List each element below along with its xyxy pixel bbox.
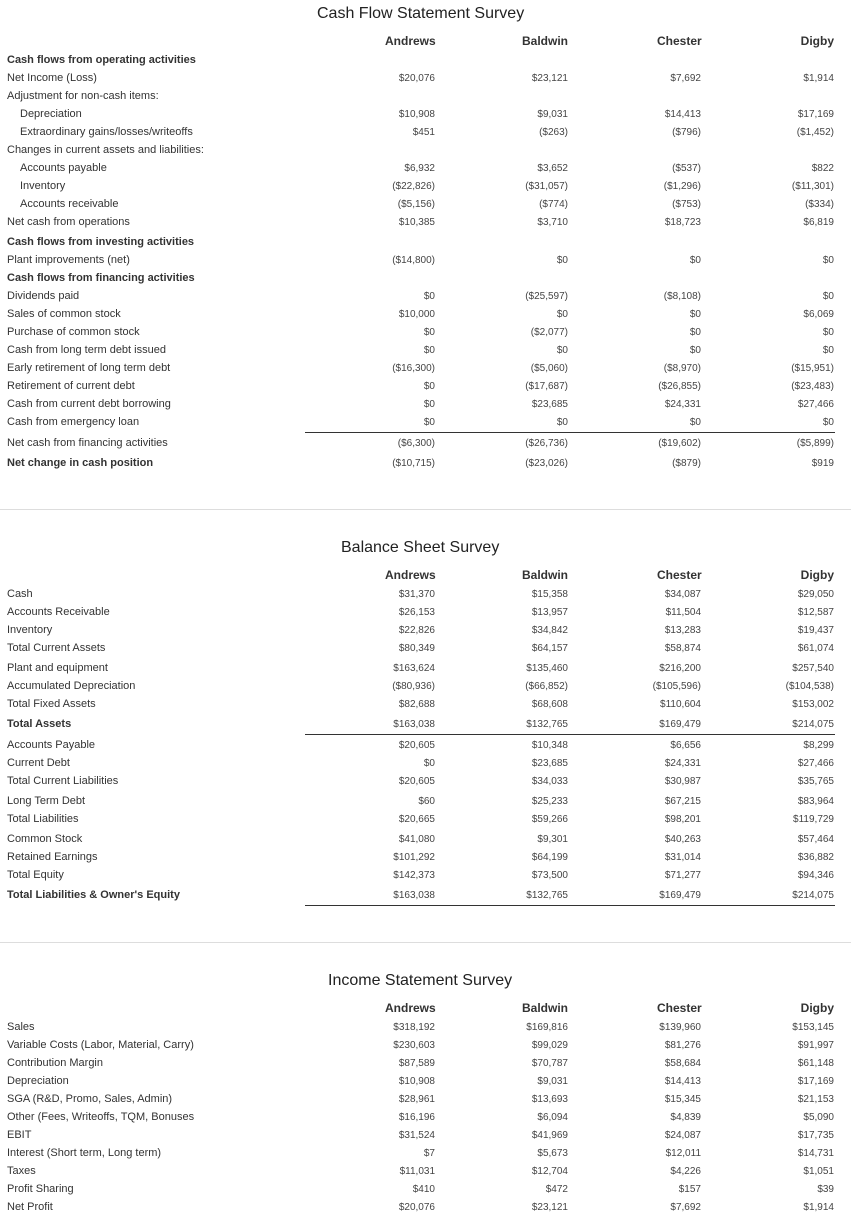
row-value-digby: $19,437 [797,625,834,636]
row-label: Long Term Debt [7,795,86,807]
row-value-andrews: $142,373 [393,870,435,881]
row-label: Contribution Margin [7,1057,103,1069]
row-value-digby: $94,346 [797,870,834,881]
row-value-andrews: $31,370 [398,589,435,600]
row-value-andrews: ($5,156) [397,199,435,210]
row-value-baldwin: ($17,687) [525,381,568,392]
row-value-baldwin: $13,693 [531,1094,568,1105]
row-value-chester: $13,283 [664,625,701,636]
row-value-andrews: ($10,715) [392,458,435,469]
row-value-digby: $822 [811,163,834,174]
row-value-digby: $0 [822,345,834,356]
row-value-digby: $1,914 [803,73,834,84]
row-value-andrews: $10,000 [398,309,435,320]
row-label: Other (Fees, Writeoffs, TQM, Bonuses [7,1111,195,1123]
row-value-andrews: ($22,826) [392,181,435,192]
row-value-baldwin: $34,842 [531,625,568,636]
row-label: Net Income (Loss) [7,72,97,84]
row-label: Sales [7,1021,35,1033]
row-value-chester: $30,987 [664,776,701,787]
row-value-andrews: $0 [423,417,435,428]
row-value-chester: $169,479 [659,890,701,901]
row-value-andrews: $26,153 [398,607,435,618]
row-label: Depreciation [7,1075,69,1087]
row-value-andrews: $230,603 [393,1040,435,1051]
row-value-chester: $81,276 [664,1040,701,1051]
row-value-baldwin: ($23,026) [525,458,568,469]
row-value-digby: $1,051 [803,1166,834,1177]
row-value-chester: $110,604 [660,699,701,710]
row-value-chester: $11,504 [665,607,701,618]
row-value-baldwin: ($5,060) [530,363,568,374]
section-divider [0,509,851,510]
row-value-andrews: $410 [412,1184,435,1195]
row-value-digby: $27,466 [797,399,834,410]
row-value-chester: $67,215 [664,796,701,807]
row-value-digby: $8,299 [803,740,834,751]
row-value-andrews: $451 [412,127,435,138]
row-value-digby: ($15,951) [791,363,834,374]
row-value-digby: $6,069 [803,309,834,320]
row-value-chester: $157 [678,1184,701,1195]
row-value-chester: $98,201 [664,814,701,825]
row-value-digby: ($11,301) [791,181,834,192]
row-value-chester: $14,413 [664,1076,701,1087]
row-label: Sales of common stock [7,308,121,320]
row-value-digby: $919 [811,458,834,469]
row-value-chester: $58,874 [664,643,701,654]
row-value-chester: ($105,596) [652,681,701,692]
row-value-baldwin: $0 [556,417,568,428]
row-value-baldwin: ($2,077) [530,327,568,338]
row-value-andrews: $0 [423,399,435,410]
row-label: Cash from emergency loan [7,416,140,428]
row-value-chester: $216,200 [659,663,701,674]
row-label: Variable Costs (Labor, Material, Carry) [7,1039,194,1051]
row-value-chester: $139,960 [659,1022,701,1033]
row-label: Profit Sharing [7,1183,74,1195]
row-value-baldwin: $5,673 [537,1148,568,1159]
row-value-andrews: $163,624 [393,663,435,674]
row-value-baldwin: $70,787 [531,1058,568,1069]
row-value-andrews: $16,196 [398,1112,435,1123]
row-label: Total Assets [7,718,72,730]
row-value-baldwin: $68,608 [531,699,568,710]
row-label: Current Debt [7,757,70,769]
row-value-baldwin: $23,685 [531,399,568,410]
row-value-digby: $257,540 [792,663,834,674]
row-value-chester: $7,692 [670,1202,701,1213]
row-value-chester: $4,839 [670,1112,701,1123]
row-value-andrews: $22,826 [398,625,435,636]
row-value-chester: $6,656 [670,740,701,751]
row-value-digby: $0 [822,291,834,302]
row-value-andrews: $0 [423,327,435,338]
row-label: EBIT [7,1129,32,1141]
row-value-baldwin: $135,460 [526,663,568,674]
row-value-digby: ($104,538) [785,681,834,692]
row-value-andrews: ($14,800) [392,255,435,266]
row-value-andrews: $20,665 [398,814,435,825]
row-label: Cash [7,588,33,600]
row-value-digby: $57,464 [797,834,834,845]
row-value-digby: $21,153 [797,1094,834,1105]
row-value-baldwin: ($26,736) [525,438,568,449]
row-value-chester: $15,345 [664,1094,701,1105]
row-value-digby: $61,148 [797,1058,834,1069]
row-value-chester: $24,331 [664,758,701,769]
row-value-andrews: $0 [423,291,435,302]
row-value-digby: ($23,483) [791,381,834,392]
row-value-baldwin: $132,765 [526,719,568,730]
row-label: Total Liabilities [7,813,79,825]
row-value-chester: $0 [689,255,701,266]
row-label: Interest (Short term, Long term) [7,1147,162,1159]
row-value-baldwin: $0 [556,255,568,266]
row-label: Plant improvements (net) [7,254,130,266]
row-label: Plant and equipment [7,662,108,674]
row-label: Purchase of common stock [7,326,140,338]
row-value-chester: $40,263 [664,834,701,845]
row-value-chester: $34,087 [664,589,701,600]
row-value-chester: $0 [689,327,701,338]
row-value-andrews: $82,688 [398,699,435,710]
row-label: Net cash from financing activities [7,437,168,449]
row-value-baldwin: ($25,597) [525,291,568,302]
row-value-chester: ($26,855) [658,381,701,392]
row-label: Accounts Receivable [7,606,110,618]
row-value-andrews: $11,031 [399,1166,435,1177]
row-value-chester: ($879) [672,458,701,469]
row-value-baldwin: $13,957 [531,607,568,618]
row-value-andrews: $28,961 [398,1094,435,1105]
row-value-baldwin: ($66,852) [525,681,568,692]
section-title: Cash Flow Statement Survey [317,5,525,22]
row-value-chester: ($8,970) [663,363,701,374]
row-label: Cash flows from investing activities [7,236,195,248]
row-value-baldwin: $169,816 [526,1022,568,1033]
row-value-andrews: $6,932 [404,163,435,174]
row-value-andrews: $101,292 [393,852,435,863]
column-header-digby: Digby [800,568,834,582]
column-header-andrews: Andrews [385,568,436,582]
row-value-baldwin: $99,029 [531,1040,568,1051]
row-value-digby: $91,997 [797,1040,834,1051]
row-value-digby: $119,729 [793,814,834,825]
row-value-digby: $17,735 [797,1130,834,1141]
row-value-digby: $17,169 [797,1076,834,1087]
row-value-baldwin: $9,031 [537,1076,568,1087]
row-value-digby: $0 [822,327,834,338]
row-value-andrews: ($6,300) [397,438,435,449]
row-value-digby: $153,002 [792,699,834,710]
row-value-chester: $18,723 [664,217,701,228]
row-value-andrews: $163,038 [393,890,435,901]
row-value-andrews: $20,605 [398,776,435,787]
row-value-digby: $36,882 [797,852,834,863]
row-value-digby: $214,075 [792,890,834,901]
row-value-chester: $169,479 [659,719,701,730]
row-value-baldwin: ($31,057) [525,181,568,192]
row-value-baldwin: $3,710 [537,217,568,228]
row-value-chester: $0 [689,345,701,356]
row-label: Extraordinary gains/losses/writeoffs [20,126,193,138]
total-rule [305,432,835,433]
column-header-andrews: Andrews [385,34,436,48]
row-label: Total Current Liabilities [7,775,119,787]
row-value-digby: $14,731 [797,1148,834,1159]
row-label: Inventory [20,180,66,192]
row-value-andrews: $80,349 [398,643,435,654]
row-value-baldwin: $0 [556,345,568,356]
row-value-digby: $17,169 [797,109,834,120]
row-value-chester: ($8,108) [663,291,701,302]
row-label: Net cash from operations [7,216,130,228]
row-label: Cash from long term debt issued [7,344,166,356]
row-value-baldwin: $9,301 [537,834,568,845]
row-label: Net Profit [7,1201,53,1213]
row-value-digby: $6,819 [803,217,834,228]
row-value-baldwin: $23,685 [531,758,568,769]
row-value-andrews: $87,589 [398,1058,435,1069]
row-value-andrews: $163,038 [393,719,435,730]
row-label: Total Equity [7,869,64,881]
row-value-baldwin: $3,652 [537,163,568,174]
column-header-digby: Digby [800,1001,834,1015]
row-value-andrews: $20,076 [398,73,435,84]
row-value-baldwin: $64,199 [531,852,568,863]
row-value-baldwin: $9,031 [537,109,568,120]
row-value-digby: $5,090 [803,1112,834,1123]
row-label: Cash from current debt borrowing [7,398,171,410]
row-value-chester: $12,011 [665,1148,701,1159]
row-value-baldwin: $12,704 [531,1166,568,1177]
row-value-digby: ($334) [805,199,834,210]
row-value-chester: ($19,602) [658,438,701,449]
row-value-chester: $0 [689,309,701,320]
row-value-chester: $0 [689,417,701,428]
column-header-chester: Chester [657,34,702,48]
row-value-baldwin: ($263) [539,127,568,138]
row-label: Retirement of current debt [7,380,135,392]
row-label: Accounts Payable [7,739,96,751]
row-value-digby: $1,914 [803,1202,834,1213]
row-value-baldwin: $6,094 [537,1112,568,1123]
row-value-andrews: $318,192 [393,1022,435,1033]
row-value-andrews: $7 [423,1148,435,1159]
row-value-baldwin: $59,266 [531,814,568,825]
row-label: Total Fixed Assets [7,698,96,710]
row-value-chester: $24,087 [664,1130,701,1141]
row-label: Net change in cash position [7,457,154,469]
section-divider [0,942,851,943]
row-label: Accounts receivable [20,198,119,210]
row-value-andrews: $31,524 [398,1130,435,1141]
row-value-digby: $0 [822,417,834,428]
row-label: Total Current Assets [7,642,106,654]
row-value-digby: $39 [817,1184,834,1195]
row-label: Early retirement of long term debt [7,362,171,374]
column-header-digby: Digby [800,34,834,48]
row-value-chester: ($753) [672,199,701,210]
row-value-baldwin: $23,121 [531,1202,568,1213]
row-value-baldwin: $34,033 [531,776,568,787]
total-rule [305,734,835,735]
row-value-andrews: $0 [423,345,435,356]
row-label: Retained Earnings [7,851,98,863]
row-value-baldwin: $132,765 [526,890,568,901]
row-label: Inventory [7,624,53,636]
row-label: Adjustment for non-cash items: [7,90,159,102]
row-value-andrews: $10,908 [398,109,435,120]
row-value-andrews: $60 [418,796,435,807]
row-label: Accounts payable [20,162,107,174]
row-value-andrews: $0 [423,758,435,769]
row-value-andrews: $20,076 [398,1202,435,1213]
row-value-chester: $24,331 [664,399,701,410]
row-value-baldwin: $10,348 [531,740,568,751]
row-value-baldwin: $0 [556,309,568,320]
row-value-andrews: $41,080 [398,834,435,845]
row-value-andrews: $0 [423,381,435,392]
row-label: Common Stock [7,833,83,845]
row-label: Changes in current assets and liabilities: [7,144,204,156]
section-title: Balance Sheet Survey [341,539,500,556]
row-value-digby: $153,145 [792,1022,834,1033]
row-value-chester: $4,226 [670,1166,701,1177]
row-label: Cash flows from financing activities [7,272,195,284]
row-value-baldwin: $41,969 [531,1130,568,1141]
row-value-andrews: $20,605 [398,740,435,751]
row-value-chester: ($796) [672,127,701,138]
row-value-chester: $58,684 [664,1058,701,1069]
row-label: Taxes [7,1165,36,1177]
row-value-andrews: $10,385 [398,217,435,228]
total-rule [305,905,835,906]
row-value-chester: ($1,296) [663,181,701,192]
row-label: Accumulated Depreciation [7,680,136,692]
row-value-baldwin: $73,500 [531,870,568,881]
column-header-baldwin: Baldwin [522,568,569,582]
row-value-digby: $83,964 [797,796,834,807]
column-header-chester: Chester [657,568,702,582]
row-value-digby: $214,075 [792,719,834,730]
row-value-andrews: ($80,936) [392,681,435,692]
column-header-baldwin: Baldwin [522,1001,569,1015]
row-value-digby: $61,074 [797,643,834,654]
row-value-chester: $71,277 [664,870,701,881]
row-value-digby: $35,765 [797,776,834,787]
column-header-chester: Chester [657,1001,702,1015]
row-value-digby: $29,050 [797,589,834,600]
row-value-chester: $7,692 [670,73,701,84]
column-header-andrews: Andrews [385,1001,436,1015]
row-value-digby: $27,466 [797,758,834,769]
row-value-andrews: ($16,300) [392,363,435,374]
row-value-digby: $0 [822,255,834,266]
row-label: Dividends paid [7,290,80,302]
row-label: Cash flows from operating activities [7,54,196,66]
row-value-chester: $31,014 [664,852,701,863]
row-value-digby: ($1,452) [796,127,834,138]
row-label: Depreciation [20,108,82,120]
row-value-digby: $12,587 [797,607,834,618]
column-header-baldwin: Baldwin [522,34,569,48]
row-value-digby: ($5,899) [796,438,834,449]
row-value-chester: ($537) [672,163,701,174]
row-value-baldwin: ($774) [539,199,568,210]
row-value-baldwin: $25,233 [531,796,568,807]
row-label: SGA (R&D, Promo, Sales, Admin) [7,1093,173,1105]
row-label: Total Liabilities & Owner's Equity [7,889,180,901]
row-value-andrews: $10,908 [398,1076,435,1087]
row-value-chester: $14,413 [664,109,701,120]
row-value-baldwin: $23,121 [531,73,568,84]
row-value-baldwin: $15,358 [531,589,568,600]
row-value-baldwin: $472 [545,1184,568,1195]
row-value-baldwin: $64,157 [531,643,568,654]
section-title: Income Statement Survey [328,972,513,989]
